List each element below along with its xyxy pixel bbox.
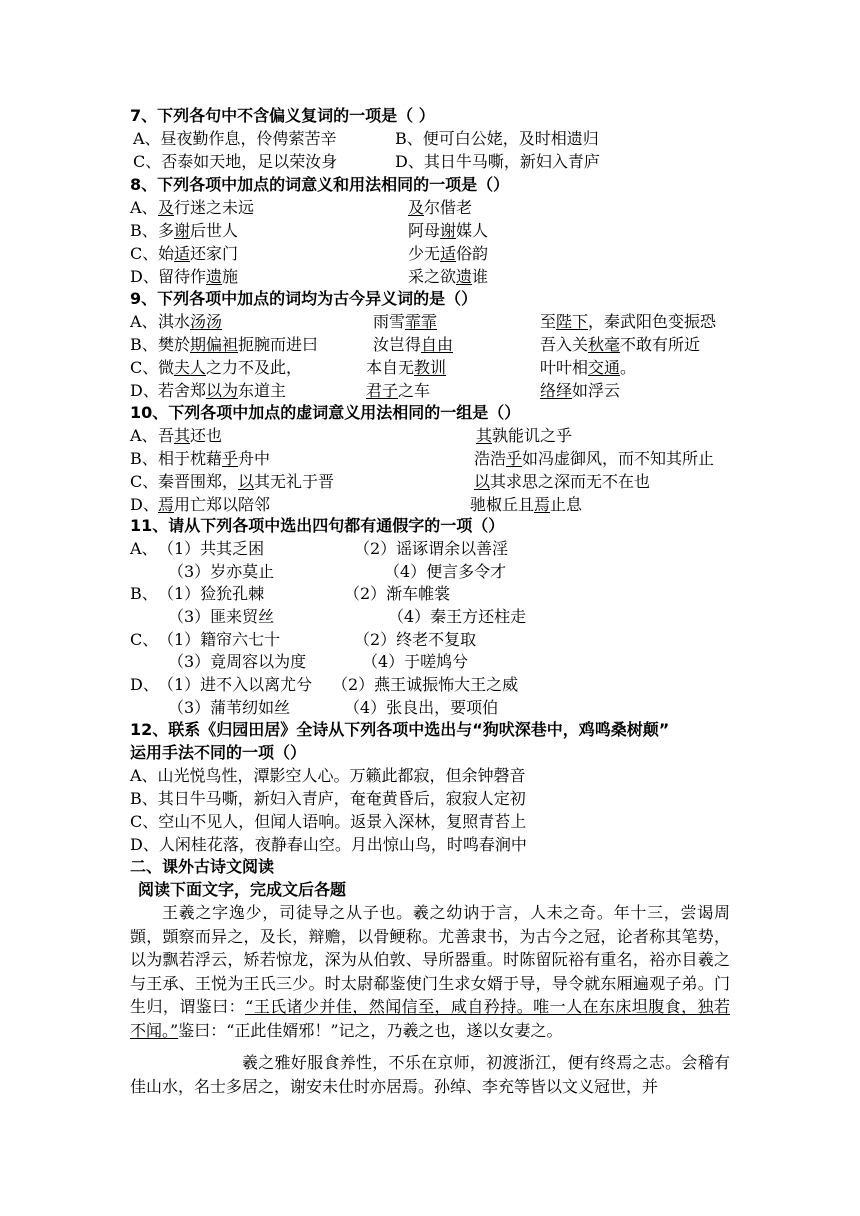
reading-instruction: 阅读下面文字，完成文后各题 bbox=[138, 880, 347, 899]
q10-sentence-right: 其孰能讥之乎 bbox=[476, 426, 573, 445]
q11-item: （1）猃狁孔棘 bbox=[158, 584, 265, 603]
q10-sentence-right: 以其求思之深而无不在也 bbox=[474, 472, 651, 491]
q8-sentence-left: 始适还家门 bbox=[158, 244, 239, 263]
q8-option-label: A、 bbox=[130, 198, 158, 217]
dotted-word: 秋毫 bbox=[588, 335, 621, 354]
q10-sentence-left: 吾其还也 bbox=[158, 426, 223, 445]
q11-option-label: A、 bbox=[130, 539, 158, 558]
q9-col-2: 雨雪霏霏 bbox=[373, 312, 438, 331]
q11-item: （3）岁亦莫止 bbox=[168, 562, 275, 581]
q12-title-line-1: 12、联系《归园田居》全诗从下列各项中选出与“狗吠深巷中，鸡鸣桑树颠” bbox=[130, 720, 670, 739]
q10-sentence-left: 相于枕藉乎舟中 bbox=[158, 449, 271, 468]
q8-title: 8、下列各项中加点的词意义和用法相同的一项是（） bbox=[130, 175, 510, 194]
dotted-word: 君子 bbox=[366, 381, 399, 400]
dotted-word: 适 bbox=[174, 244, 191, 263]
q10-option-label: B、 bbox=[130, 449, 158, 468]
q9-col-1: 若舍郑以为东道主 bbox=[158, 381, 287, 400]
q9-col-1: 微夫人之力不及此， bbox=[158, 358, 303, 377]
q9-title: 9、下列各项中加点的词均为古今异义词的是（） bbox=[130, 289, 478, 308]
q9-col-3: 络绎如浮云 bbox=[540, 381, 621, 400]
q10-sentence-right: 驰椒丘且焉止息 bbox=[470, 495, 583, 514]
q11-item: （4）于嗟鸠兮 bbox=[362, 652, 469, 671]
q10-sentence-left: 秦晋围郑，以其无礼于晋 bbox=[158, 472, 335, 491]
dotted-word: 汤汤 bbox=[190, 312, 223, 331]
q8-sentence-left: 留待作遗施 bbox=[158, 267, 239, 286]
q11-item: （1）籍帘六七十 bbox=[158, 630, 281, 649]
q12-option-a: A、山光悦鸟性，潭影空人心。万籁此都寂，但余钟磬音 bbox=[130, 766, 526, 785]
q8-sentence-right: 采之欲遗谁 bbox=[408, 267, 489, 286]
dotted-word: 焉 bbox=[158, 495, 175, 514]
q11-item: （3）蒲苇纫如丝 bbox=[168, 698, 291, 717]
q9-col-2: 君子之车 bbox=[366, 381, 431, 400]
q9-col-2: 本自无教训 bbox=[366, 358, 447, 377]
q11-item: （1）进不入以离尤兮 bbox=[158, 675, 313, 694]
section-heading: 二、课外古诗文阅读 bbox=[130, 857, 275, 876]
q9-col-3: 至陛下，秦武阳色变振恐 bbox=[540, 312, 717, 331]
q11-item: （4）张良出，要项伯 bbox=[344, 698, 499, 717]
dotted-word: 焉 bbox=[534, 495, 551, 514]
q10-sentence-left: 焉用亡郑以陪邻 bbox=[158, 495, 271, 514]
q7-option-b: B、便可白公姥，及时相遗归 bbox=[395, 129, 599, 148]
dotted-word: 谢 bbox=[440, 221, 457, 240]
dotted-word: 期偏袒 bbox=[190, 335, 239, 354]
dotted-word: 及 bbox=[158, 198, 175, 217]
q10-option-label: D、 bbox=[130, 495, 159, 514]
q11-item: （3）匪来贸丝 bbox=[168, 607, 275, 626]
q7-option-c: C、否泰如天地，足以荣汝身 bbox=[133, 152, 338, 171]
q9-col-2: 汝岂得自由 bbox=[373, 335, 454, 354]
q11-item: （2）谣诼谓余以善淫 bbox=[354, 539, 509, 558]
q8-option-label: B、 bbox=[130, 221, 158, 240]
q10-sentence-right: 浩浩乎如冯虚御风，而不知其所止 bbox=[474, 449, 715, 468]
dotted-word: 其 bbox=[174, 426, 191, 445]
q7-title: 7、下列各句中不含偏义复词的一项是（ ） bbox=[130, 106, 435, 125]
dotted-word: 遗 bbox=[456, 267, 473, 286]
dotted-word: 谢 bbox=[174, 221, 191, 240]
q12-title-line-2: 运用手法不同的一项（） bbox=[130, 743, 307, 762]
q10-option-label: C、 bbox=[130, 472, 159, 491]
q12-option-d: D、人闲桂花落，夜静春山空。月出惊山鸟，时鸣春涧中 bbox=[130, 835, 527, 854]
q8-sentence-left: 及行迷之未远 bbox=[158, 198, 255, 217]
q9-col-1: 淇水汤汤 bbox=[158, 312, 223, 331]
dotted-word: 及 bbox=[408, 198, 425, 217]
q11-item: （4）便言多令才 bbox=[384, 562, 507, 581]
q12-option-c: C、空山不见人，但闻人语响。返景入深林，复照青苔上 bbox=[130, 812, 527, 831]
dotted-word: 以为 bbox=[206, 381, 239, 400]
dotted-word: 其 bbox=[476, 426, 493, 445]
q9-option-label: D、 bbox=[130, 381, 159, 400]
underlined-sentence: “王氏诸少并佳，然闻信至，咸自矜持。唯一人在东床坦腹食，独若不闻。” bbox=[130, 997, 730, 1040]
q8-sentence-right: 少无适俗韵 bbox=[408, 244, 489, 263]
q11-option-label: D、 bbox=[130, 675, 159, 694]
q12-option-b: B、其日牛马嘶，新妇入青庐，奄奄黄昏后，寂寂人定初 bbox=[130, 789, 526, 808]
q7-option-a: A、昼夜勤作息，伶俜萦苦辛 bbox=[133, 129, 337, 148]
dotted-word: 乎 bbox=[506, 449, 523, 468]
dotted-word: 适 bbox=[440, 244, 457, 263]
dotted-word: 交通 bbox=[588, 358, 621, 377]
q11-item: （2）渐车帷裳 bbox=[344, 584, 451, 603]
paragraph-text: 王羲之字逸少，司徒导之从子也。羲之幼讷于言，人未之奇。年十三，尝谒周顗，顗察而异之，及长，辩赡，以骨鲠称。尤善隶书，为古今之冠，论者称其笔势，以为飘若浮云，矫若惊龙，深为从伯敦、导所器重。时陈留阮裕有重名，裕亦目羲之与王承、王悦为王氏三少。时太尉郗鉴使门生求女婿于导，导令就东厢遍观子弟。门生归，谓鉴曰： bbox=[130, 903, 730, 1016]
q10-option-label: A、 bbox=[130, 426, 158, 445]
dotted-word: 教训 bbox=[414, 358, 447, 377]
dotted-word: 霏霏 bbox=[405, 312, 438, 331]
q11-option-label: C、 bbox=[130, 630, 159, 649]
dotted-word: 乎 bbox=[222, 449, 239, 468]
q11-item: （2）燕王诚振怖大王之威 bbox=[332, 675, 519, 694]
q8-sentence-right: 及尔偕老 bbox=[408, 198, 473, 217]
q9-option-label: B、 bbox=[130, 335, 158, 354]
reading-paragraph-1 bbox=[130, 901, 730, 1042]
q11-item: （2）终老不复取 bbox=[354, 630, 477, 649]
q9-col-3: 叶叶相交通。 bbox=[540, 358, 637, 377]
q9-option-label: A、 bbox=[130, 312, 158, 331]
q10-title: 10、下列各项中加点的虚词意义用法相同的一组是（） bbox=[130, 403, 521, 422]
q9-option-label: C、 bbox=[130, 358, 159, 377]
q8-sentence-right: 阿母谢媒人 bbox=[408, 221, 489, 240]
reading-paragraph-2: 羲之雅好服食养性，不乐在京师，初渡浙江，便有终焉之志。会稽有佳山水，名士多居之，谢安未仕时亦居焉。孙绰、李充等皆以文义冠世，并 bbox=[130, 1053, 730, 1096]
dotted-word: 以 bbox=[238, 472, 255, 491]
q11-option-label: B、 bbox=[130, 584, 158, 603]
dotted-word: 遗 bbox=[206, 267, 223, 286]
dotted-word: 自由 bbox=[421, 335, 454, 354]
q7-option-d: D、其日牛马嘶，新妇入青庐 bbox=[395, 152, 600, 171]
q8-option-label: C、 bbox=[130, 244, 159, 263]
q11-item: （3）竟周容以为度 bbox=[168, 652, 307, 671]
dotted-word: 陛下 bbox=[556, 312, 589, 331]
q11-title: 11、请从下列各项中选出四句都有通假字的一项（） bbox=[130, 516, 505, 535]
q8-option-label: D、 bbox=[130, 267, 159, 286]
q9-col-3: 吾入关秋毫不敢有所近 bbox=[540, 335, 701, 354]
paragraph-text: 鉴曰：“正此佳婿邪！”记之，乃羲之也，遂以女妻之。 bbox=[178, 1020, 563, 1040]
dotted-word: 以 bbox=[474, 472, 491, 491]
q11-item: （1）共其乏困 bbox=[158, 539, 265, 558]
q11-item: （4）秦王方还柱走 bbox=[388, 607, 527, 626]
q9-col-1: 樊於期偏袒扼腕而进曰 bbox=[158, 335, 319, 354]
dotted-word: 夫人 bbox=[174, 358, 207, 377]
q8-sentence-left: 多谢后世人 bbox=[158, 221, 239, 240]
dotted-word: 络绎 bbox=[540, 381, 573, 400]
